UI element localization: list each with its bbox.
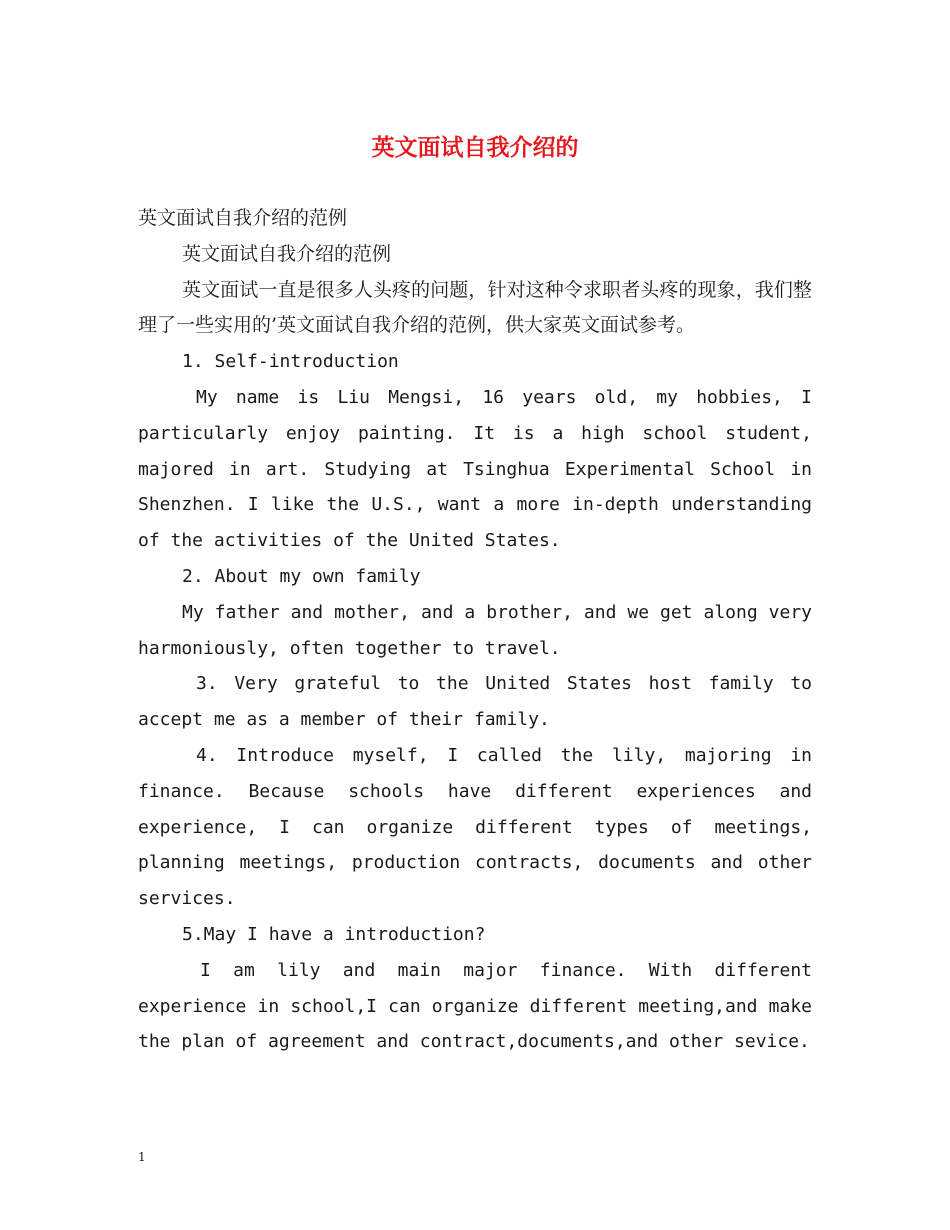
- section-5-heading: 5.May I have a introduction?: [182, 923, 486, 945]
- section-2-heading: 2. About my own family: [182, 565, 421, 587]
- section-2-text: My father and mother, and a brother, and we get along very harmoniously, often together to travel.: [138, 601, 812, 659]
- document-title: 英文面试自我介绍的: [371, 134, 579, 161]
- document-body: [138, 201, 812, 1060]
- intro-paragraph: 英文面试一直是很多人头疼的问题，针对这种令求职者头疼的现象，我们整理了一些实用的’英文面试自我介绍的范例，供大家英文面试参考。: [138, 278, 812, 337]
- subheading: 英文面试自我介绍的范例: [182, 242, 392, 265]
- page-number: 1: [138, 1150, 146, 1164]
- section-1-heading: 1. Self-introduction: [182, 351, 399, 373]
- section-3-text: 3. Very grateful to the United States host family to accept me as a member of their family.: [138, 673, 812, 731]
- heading: 英文面试自我介绍的范例: [138, 207, 348, 229]
- section-5-text: I am lily and main major finance. With different experience in school,I can organize different meeting,and make the plan of agreement and contract,documents,and other sevice.: [138, 959, 812, 1053]
- section-1-text: My name is Liu Mengsi, 16 years old, my hobbies, I particularly enjoy painting. It is a high school student, majored in art. Studying at Tsinghua Experimental School in Shenzhen. I like the U.S., want a more in-depth understanding of the activities of the United States.: [138, 386, 812, 552]
- section-4-text: 4. Introduce myself, I called the lily, majoring in finance. Because schools have different experiences and experience, I can organize different types of meetings, planning meetings, production contracts, documents and other services.: [138, 744, 812, 910]
